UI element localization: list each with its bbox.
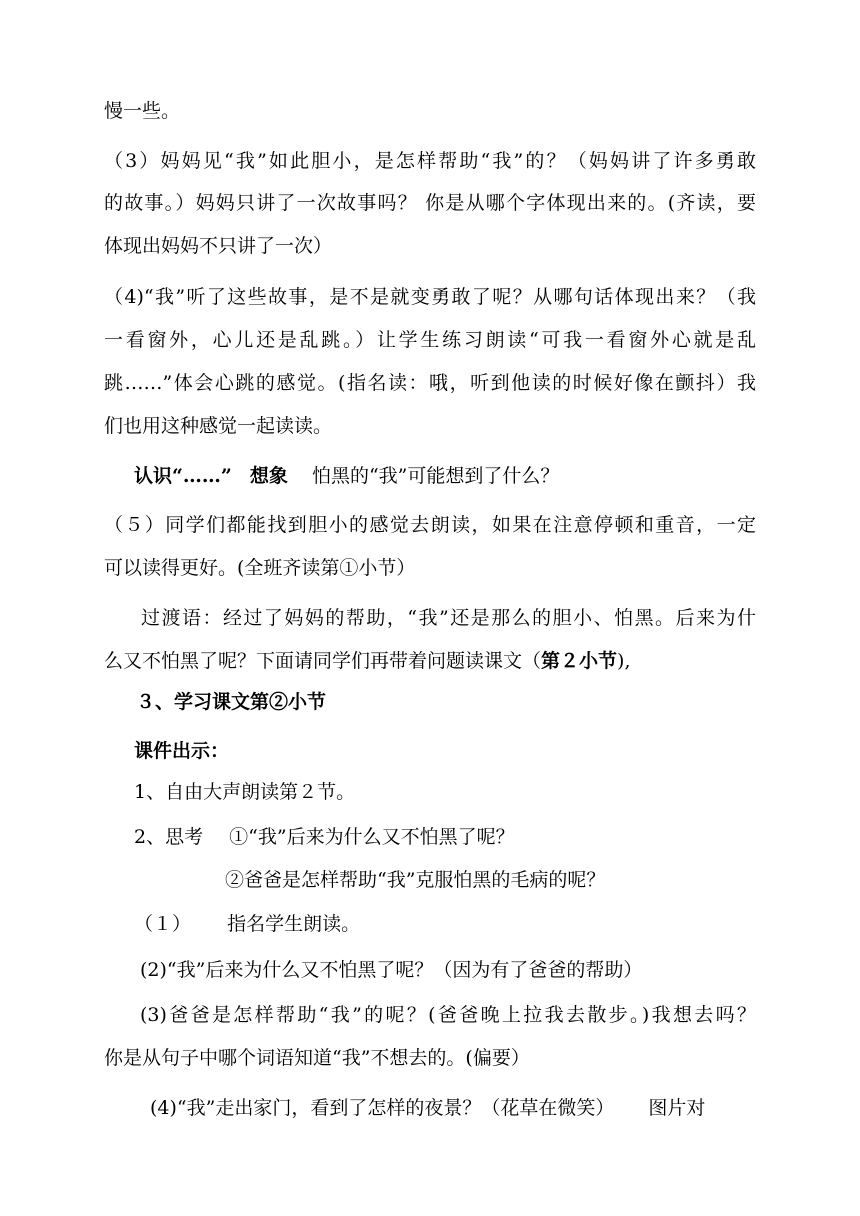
section-heading: ３、学习课文第②小节 <box>136 691 327 713</box>
text-line <box>134 464 559 488</box>
inline-text: ①“我”后来为什么又不怕黑了呢？ <box>229 826 515 848</box>
text-line <box>150 1096 705 1120</box>
text-line: 体现出妈妈不只讲了一次） <box>104 235 333 257</box>
list-item: ②爸爸是怎样帮助“我”克服怕黑的毛病的呢？ <box>225 869 606 891</box>
subheading: 课件出示： <box>134 740 230 762</box>
inline-text: (4)“我”走出家门，看到了怎样的夜景？（花草在微笑） <box>150 1097 615 1119</box>
inline-text: 指名学生朗读。 <box>227 913 361 935</box>
inline-text: 2、思考 <box>134 826 204 848</box>
text-line: 慢一些。 <box>104 100 181 122</box>
text-line <box>104 649 630 673</box>
text-line: (2)“我”后来为什么又不怕黑了呢？（因为有了爸爸的帮助） <box>140 959 643 981</box>
inline-text: （１） <box>134 913 192 935</box>
bold-term: 第２小节 <box>541 650 618 672</box>
inline-text: ), <box>617 650 631 672</box>
text-line: 你是从句子中哪个词语知道“我”不想去的。(偏要） <box>104 1047 530 1069</box>
text-line: 可以读得更好。(全班齐读第①小节） <box>104 557 416 579</box>
bold-term: 认识“……” <box>134 465 232 487</box>
text-line: 们也用这种感觉一起读读。 <box>104 415 333 437</box>
list-item <box>134 912 360 936</box>
text-line: 过渡语：经过了妈妈的帮助，“我”还是那么的胆小、怕黑。后来为什 <box>141 607 756 629</box>
list-item <box>134 825 515 849</box>
text-line: 一看窗外，心儿还是乱跳。）让学生练习朗读“可我一看窗外心就是乱 <box>104 329 756 351</box>
list-item: 1、自由大声朗读第２节。 <box>134 781 356 803</box>
bold-term: 想象 <box>249 465 288 487</box>
text-line: 的故事。）妈妈只讲了一次故事吗？ 你是从哪个字体现出来的。(齐读，要 <box>104 192 756 214</box>
text-line: （3）妈妈见“我”如此胆小，是怎样帮助“我”的？（妈妈讲了许多勇敢 <box>104 150 756 172</box>
text-line: （4)“我”听了这些故事，是不是就变勇敢了呢？从哪句话体现出来？（我 <box>104 286 756 308</box>
inline-text: 怕黑的“我”可能想到了什么？ <box>311 465 560 487</box>
text-line: (3)爸爸是怎样帮助“我”的呢？(爸爸晚上拉我去散步。)我想去吗？ <box>140 1004 756 1026</box>
inline-text: 图片对 <box>648 1097 706 1119</box>
text-line: 跳……”体会心跳的感觉。(指名读：哦，听到他读的时候好像在颤抖）我 <box>104 372 756 394</box>
text-line: （５）同学们都能找到胆小的感觉去朗读，如果在注意停顿和重音，一定 <box>104 514 756 536</box>
inline-text: 么又不怕黑了呢？下面请同学们再带着问题读课文（ <box>104 650 542 672</box>
